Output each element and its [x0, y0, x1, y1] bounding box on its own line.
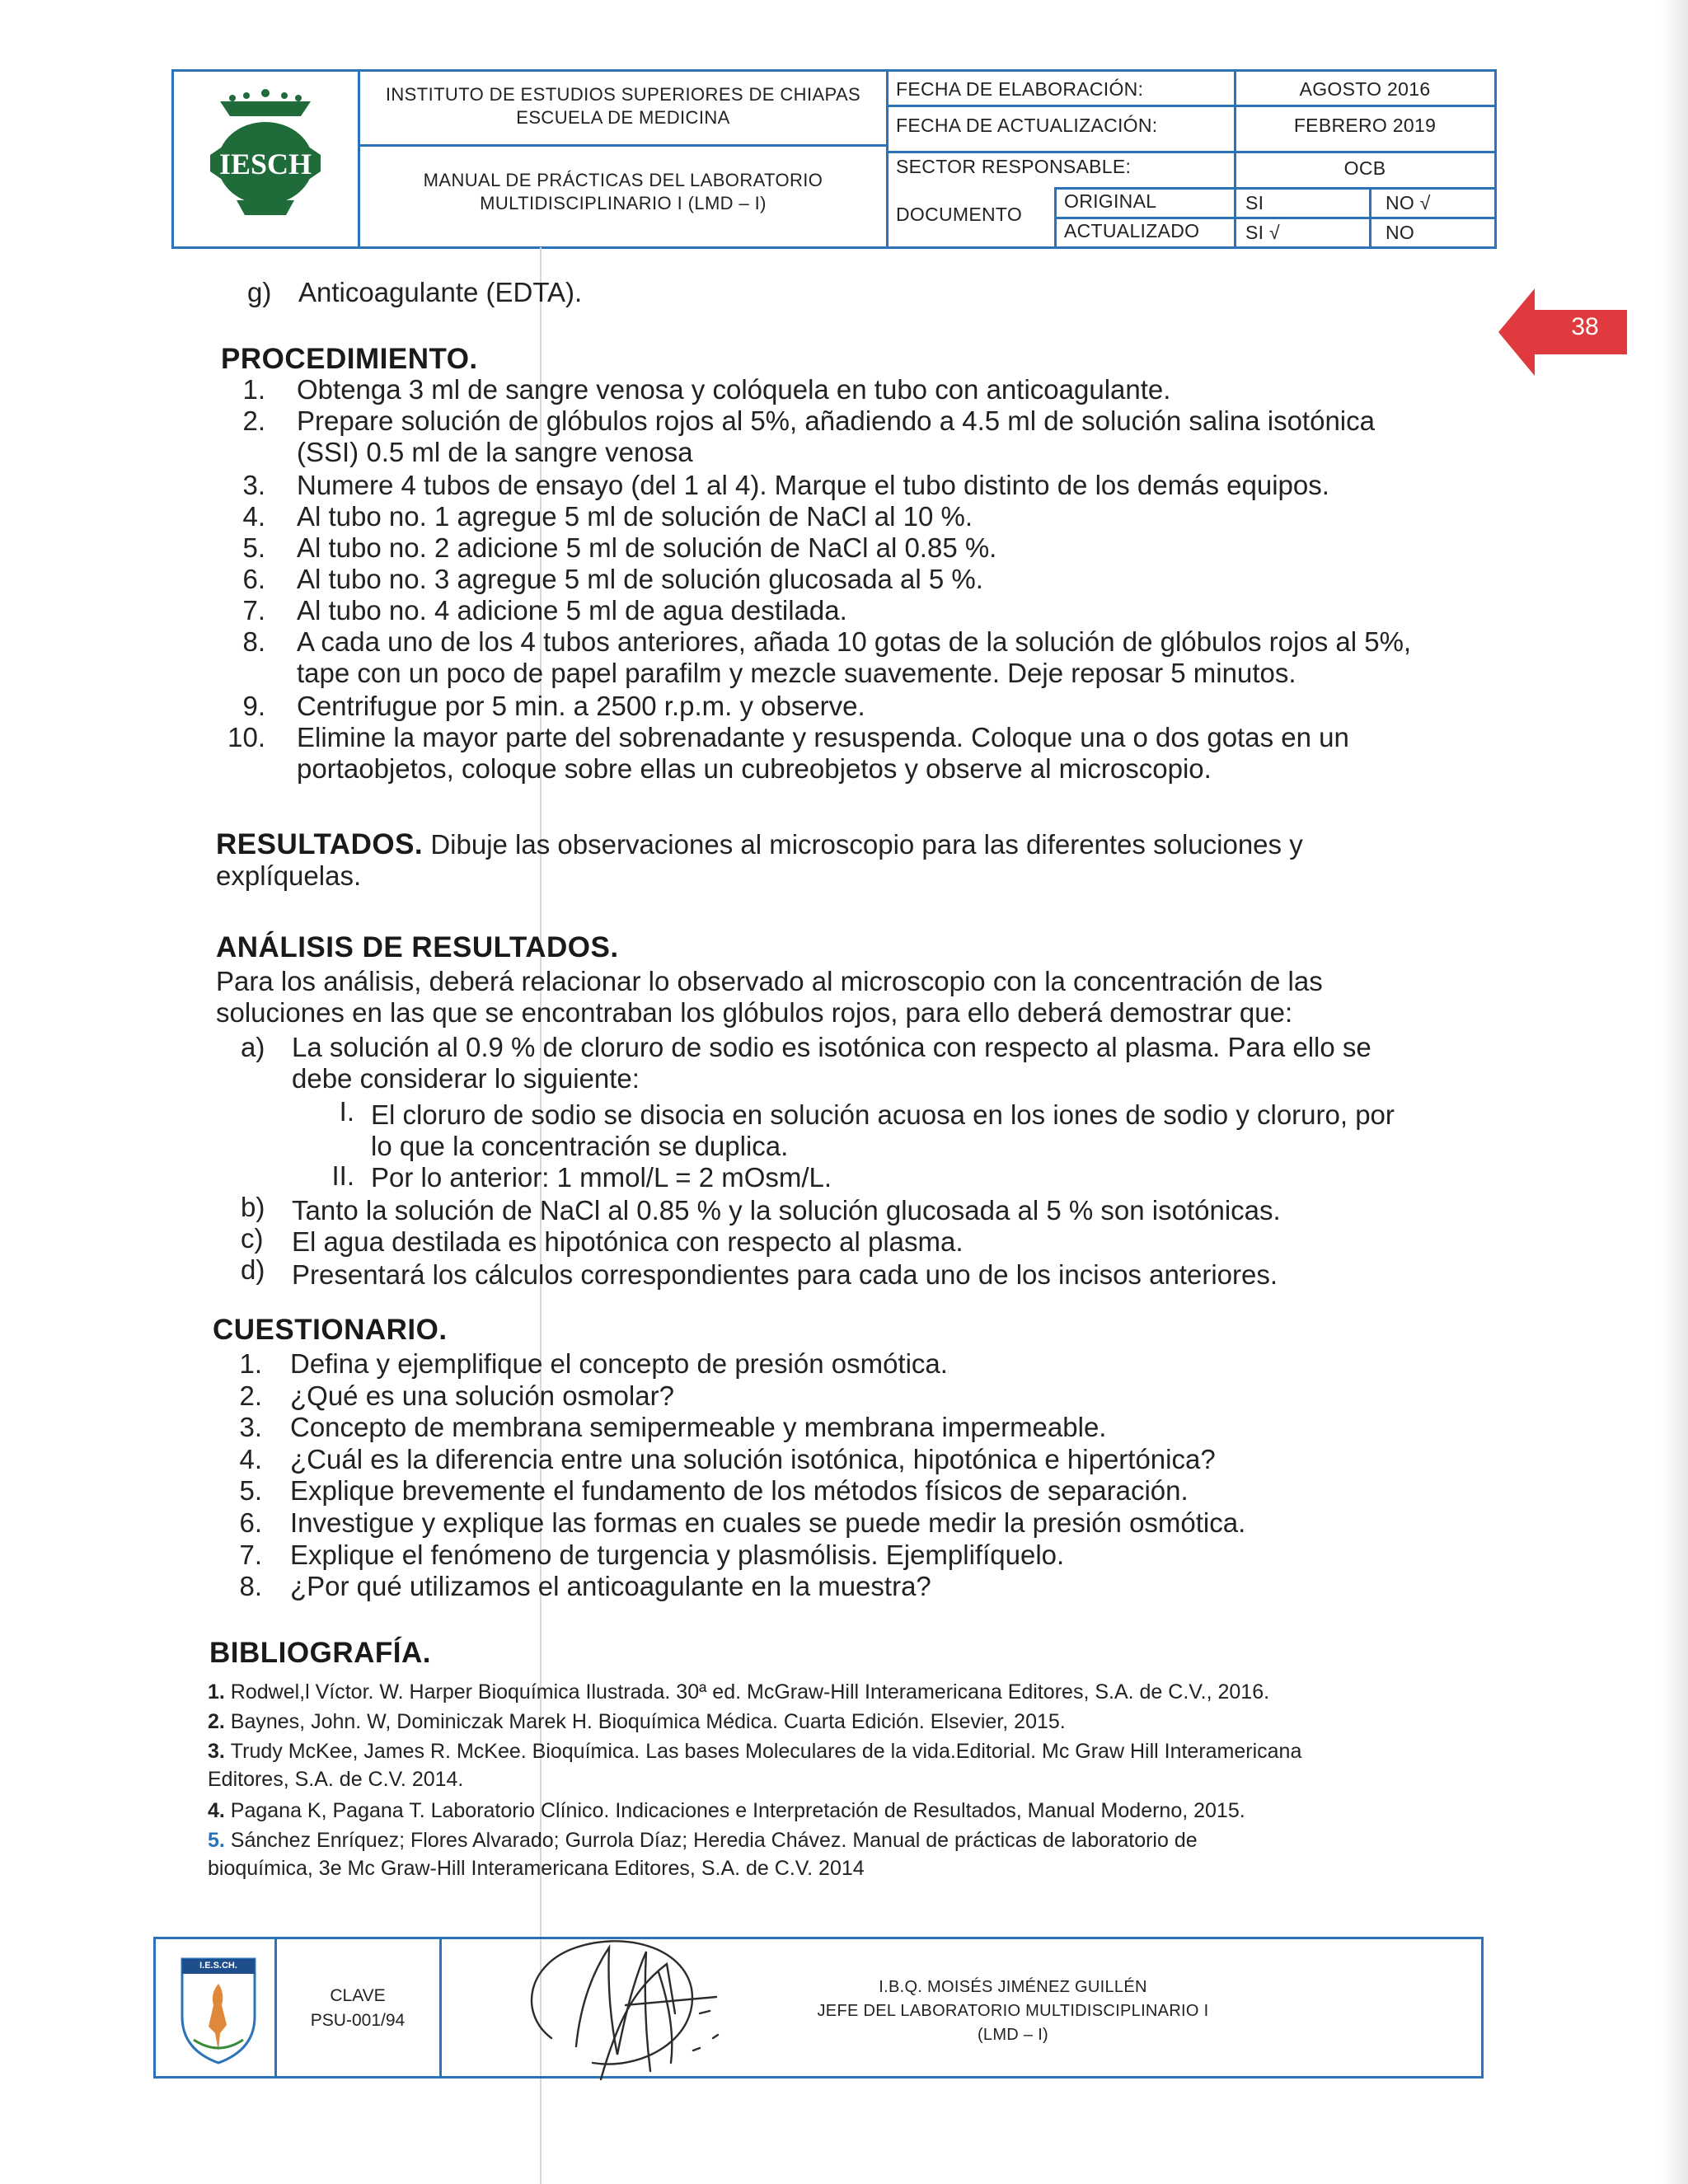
analisis-item-i	[371, 1099, 1442, 1162]
institute-name: INSTITUTO DE ESTUDIOS SUPERIORES DE CHIAPAS	[385, 84, 861, 105]
question-text: ¿Qué es una solución osmolar?	[290, 1380, 674, 1411]
actualizado-no: NO	[1386, 222, 1415, 243]
bibliography-number: 5.	[208, 1829, 231, 1852]
procedimiento-step	[297, 532, 1451, 564]
bibliography-entry	[208, 1797, 1444, 1825]
step-number: 7.	[242, 595, 265, 626]
school-name: ESCUELA DE MEDICINA	[516, 107, 730, 128]
step-line: Al tubo no. 4 adicione 5 ml de agua destilada.	[297, 595, 847, 626]
question-text: Concepto de membrana semipermeable y membrana impermeable.	[290, 1412, 1107, 1442]
list-letter: b)	[241, 1192, 265, 1222]
question-number: 2.	[239, 1380, 262, 1411]
seal-text: I.E.S.CH.	[199, 1961, 237, 1971]
page-number-tab	[1498, 288, 1627, 376]
analisis-item-b: Tanto la solución de NaCl al 0.85 % y la solución glucosada al 5 % son isotónicas.	[292, 1195, 1281, 1226]
manual-title-line1: MANUAL DE PRÁCTICAS DEL LABORATORIO	[423, 170, 823, 190]
procedimiento-step	[297, 595, 1451, 626]
bibliography-number: 4.	[208, 1799, 231, 1822]
procedimiento-step	[297, 470, 1451, 501]
analisis-item-i-line2: lo que la concentración se duplica.	[371, 1131, 789, 1161]
step-line: Obtenga 3 ml de sangre venosa y colóquela en tubo con anticoagulante.	[297, 374, 1171, 405]
question-number: 1.	[239, 1348, 262, 1379]
question-number: 3.	[239, 1412, 262, 1442]
right-edge-shadow	[1661, 0, 1688, 2184]
step-line: Elimine la mayor parte del sobrenadante y resuspenda. Coloque una o dos gotas en un	[297, 722, 1349, 752]
document-header	[171, 69, 1497, 249]
bibliography-number: 2.	[208, 1710, 231, 1733]
question-text: ¿Cuál es la diferencia entre una solución isotónica, hipotónica e hipertónica?	[290, 1444, 1216, 1474]
documento-label: DOCUMENTO	[896, 204, 1023, 225]
step-line: portaobjetos, coloque sobre ellas un cubreobjetos y observe al microscopio.	[297, 753, 1212, 784]
bibliography-text: Pagana K, Pagana T. Laboratorio Clínico. Indicaciones e Interpretación de Resultados, Manual Moderno, 2015.	[230, 1799, 1245, 1822]
analisis-item-d: Presentará los cálculos correspondientes para cada uno de los incisos anteriores.	[292, 1259, 1278, 1290]
step-number: 5.	[242, 532, 265, 563]
signer-lab: (LMD – I)	[977, 2026, 1049, 2044]
question-number: 7.	[239, 1540, 262, 1570]
bibliography-entry	[208, 1708, 1444, 1736]
question-text: Explique brevemente el fundamento de los métodos físicos de separación.	[290, 1475, 1189, 1506]
analisis-item-c: El agua destilada es hipotónica con respecto al plasma.	[292, 1226, 964, 1257]
question-number: 5.	[239, 1475, 262, 1506]
roman-numeral: II.	[331, 1160, 354, 1191]
analisis-item-a-line2: debe considerar lo siguiente:	[292, 1063, 640, 1094]
step-number: 3.	[242, 470, 265, 500]
signer-name: I.B.Q. MOISÉS JIMÉNEZ GUILLÉN	[879, 1978, 1147, 1996]
original-no: NO √	[1386, 192, 1431, 213]
bibliography-entry	[208, 1826, 1444, 1882]
step-line: tape con un poco de papel parafilm y mezcle suavemente. Deje reposar 5 minutos.	[297, 658, 1296, 688]
bibliography-line	[208, 1854, 1444, 1882]
logo-text: IESCH	[218, 148, 312, 180]
seal-logo	[179, 1951, 258, 2066]
question-number: 8.	[239, 1571, 262, 1601]
procedimiento-step	[297, 691, 1451, 722]
step-line: Al tubo no. 1 agregue 5 ml de solución de NaCl al 10 %.	[297, 501, 973, 532]
bibliography-number: 3.	[208, 1740, 231, 1763]
document-footer	[153, 1937, 1484, 2079]
step-line: A cada uno de los 4 tubos anteriores, añada 10 gotas de la solución de glóbulos rojos al 5%,	[297, 626, 1412, 657]
fecha-elaboracion-value: AGOSTO 2016	[1299, 78, 1431, 100]
analisis-item-a-line1: La solución al 0.9 % de cloruro de sodio es isotónica con respecto al plasma. Para ello se	[292, 1032, 1372, 1062]
procedimiento-step	[297, 722, 1451, 785]
list-letter: g)	[247, 277, 272, 307]
list-letter: a)	[241, 1032, 265, 1062]
step-line: Prepare solución de glóbulos rojos al 5%, añadiendo a 4.5 ml de solución salina isotónica	[297, 405, 1375, 436]
cuestionario-heading: CUESTIONARIO.	[213, 1314, 448, 1346]
bibliography-line	[208, 1678, 1444, 1706]
bibliography-line	[208, 1765, 1444, 1793]
clave-label: CLAVE	[330, 1986, 386, 2005]
page-number: 38	[1571, 313, 1599, 340]
bibliography-line	[208, 1708, 1444, 1736]
step-line: Centrifugue por 5 min. a 2500 r.p.m. y observe.	[297, 691, 865, 721]
procedimiento-step	[297, 626, 1451, 689]
step-number: 8.	[242, 626, 265, 657]
clave-value: PSU-001/94	[310, 2011, 406, 2030]
actualizado-label: ACTUALIZADO	[1064, 220, 1200, 241]
step-number: 10.	[227, 722, 265, 752]
bibliography-line	[208, 1797, 1444, 1825]
bibliography-entry	[208, 1678, 1444, 1706]
analisis-item-a	[292, 1032, 1446, 1094]
bibliografia-heading: BIBLIOGRAFÍA.	[209, 1637, 431, 1669]
question-number: 4.	[239, 1444, 262, 1474]
procedimiento-heading: PROCEDIMIENTO.	[221, 343, 478, 375]
bibliography-entry	[208, 1737, 1444, 1793]
sector-value: OCB	[1343, 157, 1386, 179]
procedimiento-step	[297, 501, 1451, 532]
sector-label: SECTOR RESPONSABLE:	[896, 156, 1132, 177]
question-number: 6.	[239, 1507, 262, 1538]
question-text: Explique el fenómeno de turgencia y plasmólisis. Ejemplifíquelo.	[290, 1540, 1065, 1570]
procedimiento-step	[297, 374, 1451, 405]
step-number: 1.	[242, 374, 265, 405]
step-line: Numere 4 tubos de ensayo (del 1 al 4). Marque el tubo distinto de los demás equipos.	[297, 470, 1329, 500]
analisis-item-ii: Por lo anterior: 1 mmol/L = 2 mOsm/L.	[371, 1162, 832, 1193]
original-si: SI	[1245, 192, 1264, 213]
question-text: Investigue y explique las formas en cuales se puede medir la presión osmótica.	[290, 1507, 1246, 1538]
bibliography-line	[208, 1826, 1444, 1854]
bibliography-text: bioquímica, 3e Mc Graw-Hill Interamericana Editores, S.A. de C.V. 2014	[208, 1857, 865, 1880]
original-label: ORIGINAL	[1064, 190, 1157, 212]
actualizado-si: SI √	[1245, 222, 1280, 243]
bibliography-text: Rodwel,l Víctor. W. Harper Bioquímica Ilustrada. 30ª ed. McGraw-Hill Interamericana Editores, S.A. de C.V., 2016.	[230, 1680, 1270, 1704]
step-line: Al tubo no. 3 agregue 5 ml de solución glucosada al 5 %.	[297, 564, 983, 594]
step-number: 9.	[242, 691, 265, 721]
bibliography-text: Sánchez Enríquez; Flores Alvarado; Gurrola Díaz; Heredia Chávez. Manual de prácticas de laboratorio de	[230, 1829, 1198, 1852]
procedimiento-step	[297, 405, 1451, 468]
resultados-text-line1: Dibuje las observaciones al microscopio para las diferentes soluciones y	[423, 829, 1303, 860]
analisis-heading: ANÁLISIS DE RESULTADOS.	[216, 931, 619, 963]
step-number: 2.	[242, 405, 265, 436]
resultados-text-line2: explíquelas.	[216, 860, 362, 891]
list-letter: c)	[241, 1223, 264, 1254]
institute-logo	[204, 85, 327, 217]
question-text: ¿Por qué utilizamos el anticoagulante en la muestra?	[290, 1571, 931, 1601]
bibliography-text: Trudy McKee, James R. McKee. Bioquímica. Las bases Moleculares de la vida.Editorial. Mc Graw Hill Interamericana	[230, 1740, 1302, 1763]
analisis-intro-line1: Para los análisis, deberá relacionar lo observado al microscopio con la concentración de las	[216, 966, 1323, 996]
manual-title-line2: MULTIDISCIPLINARIO I (LMD – I)	[480, 193, 767, 213]
list-letter: d)	[241, 1254, 265, 1285]
resultados-paragraph	[216, 829, 1444, 892]
handwritten-signature	[502, 1915, 774, 2104]
step-number: 6.	[242, 564, 265, 594]
roman-numeral: I.	[339, 1096, 354, 1127]
procedimiento-step	[297, 564, 1451, 595]
fecha-elaboracion-label: FECHA DE ELABORACIÓN:	[896, 78, 1144, 100]
analisis-item-i-line1: El cloruro de sodio se disocia en solución acuosa en los iones de sodio y cloruro, por	[371, 1099, 1395, 1130]
step-line: (SSI) 0.5 ml de la sangre venosa	[297, 437, 693, 467]
resultados-heading: RESULTADOS.	[216, 828, 424, 860]
list-text: Anticoagulante (EDTA).	[298, 277, 583, 307]
analisis-intro	[216, 966, 1444, 1029]
step-number: 4.	[242, 501, 265, 532]
bibliography-text: Baynes, John. W, Dominiczak Marek H. Bioquímica Médica. Cuarta Edición. Elsevier, 2015.	[230, 1710, 1066, 1733]
fecha-actualizacion-label: FECHA DE ACTUALIZACIÓN:	[896, 115, 1158, 136]
bibliography-text: Editores, S.A. de C.V. 2014.	[208, 1768, 464, 1791]
fecha-actualizacion-value: FEBRERO 2019	[1293, 115, 1437, 136]
bibliography-line	[208, 1737, 1444, 1765]
bibliography-number: 1.	[208, 1680, 231, 1704]
step-line: Al tubo no. 2 adicione 5 ml de solución de NaCl al 0.85 %.	[297, 532, 997, 563]
signer-role: JEFE DEL LABORATORIO MULTIDISCIPLINARIO I	[817, 2002, 1209, 2020]
question-text: Defina y ejemplifique el concepto de presión osmótica.	[290, 1348, 948, 1379]
analisis-intro-line2: soluciones en las que se encontraban los glóbulos rojos, para ello deberá demostrar que:	[216, 997, 1293, 1028]
